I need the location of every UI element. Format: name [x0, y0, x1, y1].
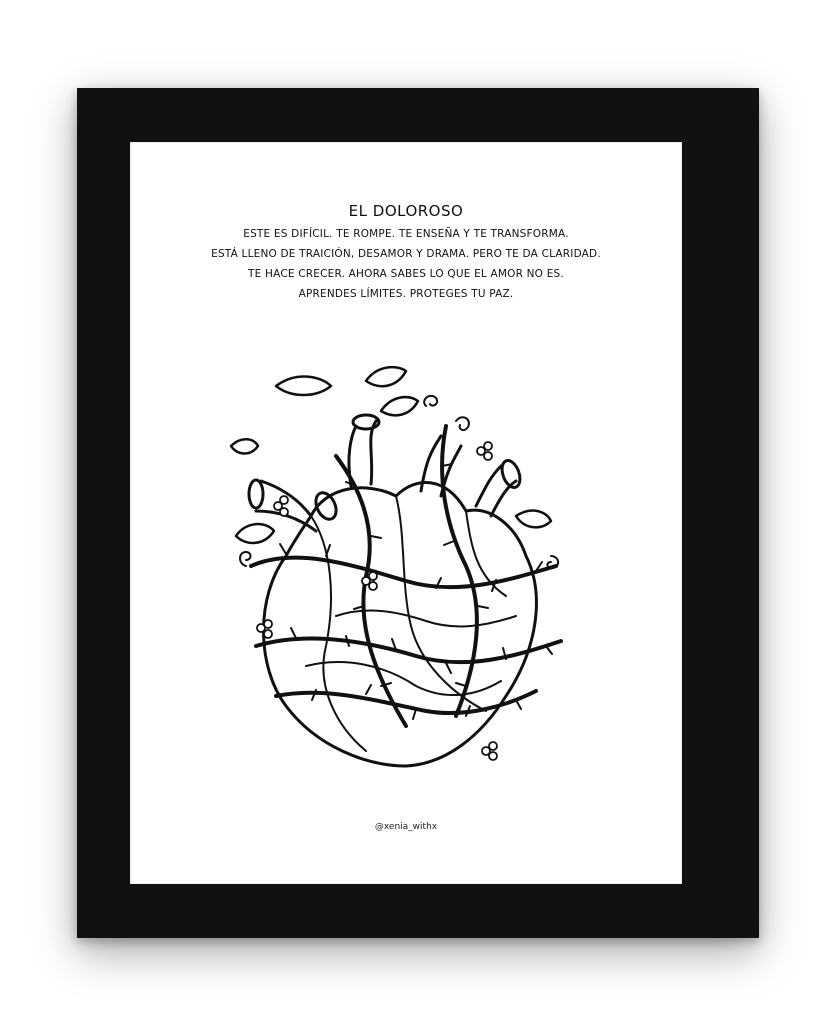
poster-text — [130, 224, 682, 304]
artist-signature: @xenia_withx — [374, 822, 438, 832]
anatomical-heart-with-thorns-icon — [216, 366, 596, 786]
poster-paper — [130, 142, 682, 884]
poster-line: ESTÁ LLENO DE TRAICIÓN, DESAMOR Y DRAMA. PERO TE DA CLARIDAD. — [211, 248, 601, 260]
poster-line: APRENDES LÍMITES. PROTEGES TU PAZ. — [298, 288, 514, 300]
poster-title: EL DOLOROSO — [348, 202, 464, 220]
poster-line: TE HACE CRECER. AHORA SABES LO QUE EL AMOR NO ES. — [248, 268, 564, 280]
poster-line: ESTE ES DIFÍCIL. TE ROMPE. TE ENSEÑA Y TE TRANSFORMA. — [243, 228, 569, 240]
